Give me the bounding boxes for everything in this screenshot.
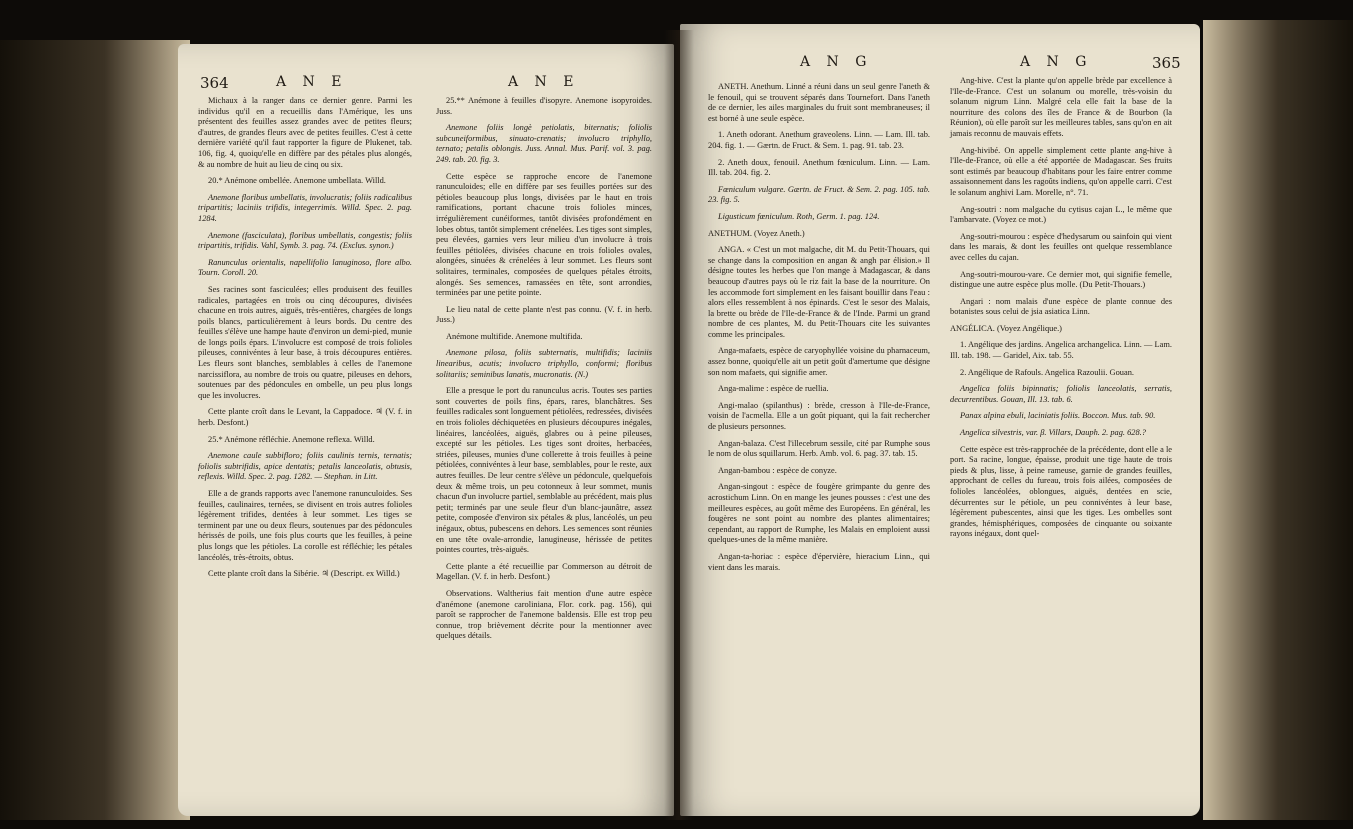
paragraph: Angi-malao (spilanthus) : brède, cresson à l'Ile-de-France, voisin de l'acmella. Elle a un goût piquant, qui la fait rechercher de plusieurs personnes. bbox=[708, 400, 930, 432]
synonym: Fœniculum vulgare. Gærtn. de Fruct. & Sem. 2. pag. 105. tab. 23. fig. 5. bbox=[708, 184, 930, 205]
paragraph: ANGA. « C'est un mot malgache, dit M. du Petit-Thouars, qui se change dans la composition en angan & angh par élision.» Il désigne toutes les herbes que l'on mange à Madagascar, & dans beaucoup d'autres pays où le riz fait la base de la nourriture. On les accommode fort simplement en les faisant bouillir dans l'eau : alors elles ressemblent à nos épinards. C'est le sesor des Malais, la brette ou brède de l'Ile-de-France & de l'Inde. Parmi un grand nombre de ces plantes, M. du Petit-Thouars cite les suivantes comme les principales. bbox=[708, 245, 930, 339]
synonym: Angelica silvestris, var. β. Villars, Dauph. 2. pag. 628.? bbox=[960, 428, 1146, 438]
entry-heading: 20.* Anémone ombellée. Anemone umbellata. Willd. bbox=[208, 176, 386, 186]
paragraph: Le lieu natal de cette plante n'est pas connu. (V. f. in herb. Juss.) bbox=[436, 304, 652, 325]
synonym: Anemone (fasciculata), floribus umbellatis, congestis; foliis tripartitis, trifidis. Vahl, Symb. 3. pag. 74. (Exclus. synon.) bbox=[198, 230, 412, 251]
paragraph: Ang-hivibé. On appelle simplement cette plante ang-hive à l'Ile-de-France, où elle a été apportée de Madagascar. Ses fruits sont estimés par beaucoup d'habitans pour les faire entrer comme assaisonnement dans les ragoûts indiens, qu'on appelle carri. C'est le solanum anghivi Lam. Morelle, n°. 71. bbox=[950, 145, 1172, 197]
paragraph: Ang-soutri : nom malgache du cytisus cajan L., le même que l'ambarvate. (Voyez ce mot.) bbox=[950, 204, 1172, 225]
synonym: Ranunculus orientalis, napellifolio lanuginoso, flore albo. Tourn. Coroll. 20. bbox=[198, 257, 412, 278]
left-column-2 bbox=[436, 96, 652, 648]
entry-heading: 1. Aneth odorant. Anethum graveolens. Linn. — Lam. Ill. tab. 204. fig. 1. — Gærtn. de Fruct. & Sem. 1. pag. 91. tab. 23. bbox=[708, 130, 930, 150]
left-page-number: 364 bbox=[200, 74, 229, 92]
entry-heading: 1. Angélique des jardins. Angelica archangelica. Linn. — Lam. Ill. tab. 198. — Garidel, Aix. tab. 55. bbox=[950, 340, 1172, 361]
right-page-number: 365 bbox=[1152, 54, 1181, 72]
left-column-1 bbox=[198, 96, 412, 586]
entry-heading: Anémone multifide. Anemone multifida. bbox=[446, 331, 583, 341]
paragraph: Observations. Waltherius fait mention d'une autre espèce d'anémone (anemone caroliniana, Flor. cork. pag. 156), qui paroît se rapprocher de l'anemone baldensis. Elle est trop peu connue, trop brièvement décrite pour la mentionner avec quelques détails. bbox=[436, 588, 652, 641]
paragraph: Angan-balaza. C'est l'illecebrum sessile, cité par Rumphe sous le nom de olus squillarum. Herb. Amb. vol. 6. pag. 37. tab. 15. bbox=[708, 438, 930, 459]
right-page-edges bbox=[1203, 20, 1353, 820]
paragraph: ANETH. Anethum. Linné a réuni dans un seul genre l'aneth & le fenouil, qui se trouvent séparés dans Tournefort. Dans l'aneth de ce dernier, les ailes marginales du fruit sont membraneuses; il est borné à une seule espèce. bbox=[708, 82, 930, 123]
book-gutter bbox=[664, 30, 694, 820]
paragraph: Anga-mafaets, espèce de caryophyllée voisine du pharnaceum, assez bonne, quoiqu'elle ait un petit goût d'amertume que désigne son nom mafaets, qui signifie amer. bbox=[708, 346, 930, 377]
paragraph: Ang-soutri-mourou-vare. Ce dernier mot, qui signifie femelle, distingue une autre espèce plus molle. (Du Petit-Thouars.) bbox=[950, 269, 1172, 290]
right-running-head-1: A N G bbox=[800, 54, 873, 70]
latin-diagnosis: Anemone caule subbifloro; foliis caulinis ternis, ternatis; foliolis subtrifidis, apice dentatis; petalis lanceolatis, obtusis, reflexis. Willd. Spec. 2. pag. 1282. — Stephan. in Litt. bbox=[198, 451, 412, 482]
latin-diagnosis: Anemone floribus umbellatis, involucratis; foliis radicalibus tripartitis; laciniis trifidis, integerrimis. Willd. Spec. 2. pag. 1284. bbox=[198, 192, 412, 223]
paragraph: Cette espèce est très-rapprochée de la précédente, dont elle a le port. Sa racine, longue, épaisse, produit une tige haute de trois pieds & plus, lisse, à peine rameuse, garnie de grandes feuilles, approchant de celles du fureau, trois fois ailées, composées de folioles lancéolées, oblongues, aiguës, dentées en scie, décurrentes sur le pétiole, un peu connivéntes à leur base, légèrement pubescentes, ainsi que les tiges. Les ombelles sont grandes, hémisphériques, composées de cinquante ou soixante rayons inégaux, dont quel- bbox=[950, 444, 1172, 539]
entry-heading: 25.** Anémone à feuilles d'isopyre. Anemone isopyroides. Juss. bbox=[436, 96, 652, 116]
paragraph: Ang-soutri-mourou : espèce d'hedysarum ou sainfoin qui vient dans les marais, & dont les feuilles ont quelque ressemblance avec celles du cajan. bbox=[950, 231, 1172, 262]
latin-diagnosis: Anemone foliis longè petiolatis, biternatis; foliolis subcuneiformibus, sinuato-crenatis; involucro triphyllo, ternato; petalis oblongis. Juss. Annal. Mus. Parif. vol. 3. pag. 249. tab. 20. fig. 3. bbox=[436, 123, 652, 164]
synonym: Panax alpina ebuli, laciniatis foliis. Boccon. Mus. tab. 90. bbox=[960, 411, 1156, 421]
right-running-head-2: A N G bbox=[1020, 54, 1093, 70]
right-column-2 bbox=[950, 76, 1172, 546]
left-page-edges bbox=[0, 40, 190, 820]
paragraph: Angan-ta-horiac : espèce d'épervière, hieracium Linn., qui vient dans les marais. bbox=[708, 551, 930, 572]
entry-heading: ANETHUM. (Voyez Aneth.) bbox=[708, 228, 805, 238]
right-page bbox=[680, 24, 1200, 816]
paragraph: Cette plante croît dans le Levant, la Cappadoce. ♃ (V. f. in herb. Desfont.) bbox=[198, 407, 412, 428]
paragraph: Cette espèce se rapproche encore de l'anemone ranunculoides; elle en diffère par ses feuilles portées sur des pétioles beaucoup plus longs, divisées par le haut en trois ramifications, portant chacune trois folioles minces, irrégulièrement cunéiformes, tantôt divisées profondément en lobes obtus, tantôt simplement crénelées. Les tiges sont simples, peu élevées, garnies vers leur milieu d'un involucre à trois feuilles pétiolées, divisées chacune en trois folioles ovales, alongées, sinuées & crénelées à leur sommet. Les fleurs sont solitaires, terminales, composées de quelques pétales étroits, alongés. Ses semences, ramassées en tête, sont arrondies, terminées par une petite pointe. bbox=[436, 171, 652, 298]
latin-diagnosis: Angelica foliis bipinnatis; foliolis lanceolatis, serratis, decurrentibus. Gouan, Ill. 13. tab. 6. bbox=[950, 384, 1172, 404]
entry-heading: ANGÉLICA. (Voyez Angélique.) bbox=[950, 323, 1062, 333]
latin-diagnosis: Anemone pilosa, foliis subternatis, multifidis; laciniis linearibus, acutis; involucro triphyllo, conformi; floribus solitariis; seminibus lanatis, mucronatis. (N.) bbox=[436, 348, 652, 379]
paragraph: Elle a de grands rapports avec l'anemone ranunculoides. Ses feuilles, caulinaires, ternées, se divisent en trois autres folioles légèrement trifides, dentées à leur sommet. Les tiges se terminent par une ou deux fleurs, soutenues par des pédoncules hérissés de poils, une fois plus courts que les feuilles, à peine plus longs que les pétioles. La corolle est réfléchie; les pétales lancéolés, très-étroits, obtus. bbox=[198, 489, 412, 562]
left-running-head-1: A N E bbox=[276, 74, 348, 90]
paragraph: Angan-singout : espèce de fougère grimpante du genre des acrostichum Linn. On en mange les jeunes pousses : c'est une des meilleures espèces, au goût même des Européens. En général, les fougères ne sont point au nombre des plantes alimentaires; cependant, au rapport de Rumphe, les Malais en emploient aussi quelques-unes de la même manière. bbox=[708, 482, 930, 545]
paragraph: Elle a presque le port du ranunculus acris. Toutes ses parties sont couvertes de poils fins, épars, rares, blanchâtres. Ses feuilles radicales sont longuement pétiolées, redressées, divisées en trois folioles déchiquetées en plusieurs découpures inégales, linéaires, lancéolées, aiguës, glabres ou à peine pileuses, excepté sur les pétioles. Les tiges sont droites, herbacées, striées, pileuses, munies d'une collerette à trois feuilles à peine pétiolées, connivéntes à leur base, semblables, pour le reste, aux autres feuilles. De leur centre s'élève un pédoncule, quelquefois deux & même trois, un peu cotonneux à leur sommet, munis chacun d'un involucre partiel, semblable au précédent, mais plus petit; terminés par une seule fleur d'un blanc-jaunâtre, assez petite, composée d'environ six pétales & plus, lancéolés, un peu inégaux, obtus, pubescens en dehors. Les semences sont réunies en une tête ovale-arrondie, lanugineuse, hérissée de petites pointes courtes, très-aiguës. bbox=[436, 386, 652, 555]
paragraph: Michaux à la ranger dans ce dernier genre. Parmi les individus qu'il en a recueillis dans l'Amérique, les uns présentent des feuilles assez grandes avec de petites fleurs; d'autres, de grandes fleurs avec de petites feuilles. C'est à cette dernière variété qu'il faut rapporter la figure de Plukenet, tab. 106, fig. 4, quoiqu'elle en diffère par des pétales plus alongés, & au nombre de huit au lieu de cinq ou six. bbox=[198, 96, 412, 169]
paragraph: Angari : nom malais d'une espèce de plante connue des botanistes sous celui de jsia asiatica Linn. bbox=[950, 296, 1172, 317]
right-column-1 bbox=[708, 82, 930, 579]
paragraph: Cette plante a été recueillie par Commerson au détroit de Magellan. (V. f. in herb. Desfont.) bbox=[436, 561, 652, 582]
paragraph: Ang-hive. C'est la plante qu'on appelle brède par excellence à l'Ile-de-France. C'est un solanum ou morelle, très-voisin du solanum nigrum Linn. Malgré cela elle fait la base de la nourriture des colons des îles de France & de Bourbon (la Réunion), où elle paroît sur les meilleures tables, sans qu'on en ait jamais reconnu de mauvais effets. bbox=[950, 76, 1172, 138]
paragraph: Cette plante croît dans la Sibérie. ♃ (Descript. ex Willd.) bbox=[208, 569, 400, 579]
left-running-head-2: A N E bbox=[508, 74, 580, 90]
entry-heading: 25.* Anémone réfléchie. Anemone reflexa. Willd. bbox=[208, 434, 375, 444]
paragraph: Ses racines sont fasciculées; elles produisent des feuilles radicales, partagées en trois ou cinq découpures, divisées chacune en trois autres, aiguës, très-entières, chargées de longs poils blancs, particulièrement à leurs bords. Du centre des feuilles s'élève une hampe haute d'environ un demi-pied, munie de longs poils épars. L'involucre est composé de trois folioles pileuses, connivéntes à leur base, à trois découpures entières. Les fleurs sont blanches, semblables à celles de l'anemone narcissiflora, au nombre de trois ou quatre, pileuses en dehors, soutenues par des pédoncules en ombelle, un peu plus longs que les involucres. bbox=[198, 284, 412, 400]
entry-heading: 2. Aneth doux, fenouil. Anethum fœniculum. Linn. — Lam. Ill. tab. 204. fig. 2. bbox=[708, 157, 930, 178]
paragraph: Angan-bambou : espèce de conyze. bbox=[718, 465, 837, 475]
left-page bbox=[178, 44, 674, 816]
synonym: Ligusticum fœniculum. Roth, Germ. 1. pag. 124. bbox=[718, 211, 880, 221]
entry-heading: 2. Angélique de Rafouls. Angelica Razoulii. Gouan. bbox=[960, 367, 1134, 377]
paragraph: Anga-malime : espèce de ruellia. bbox=[718, 384, 829, 394]
